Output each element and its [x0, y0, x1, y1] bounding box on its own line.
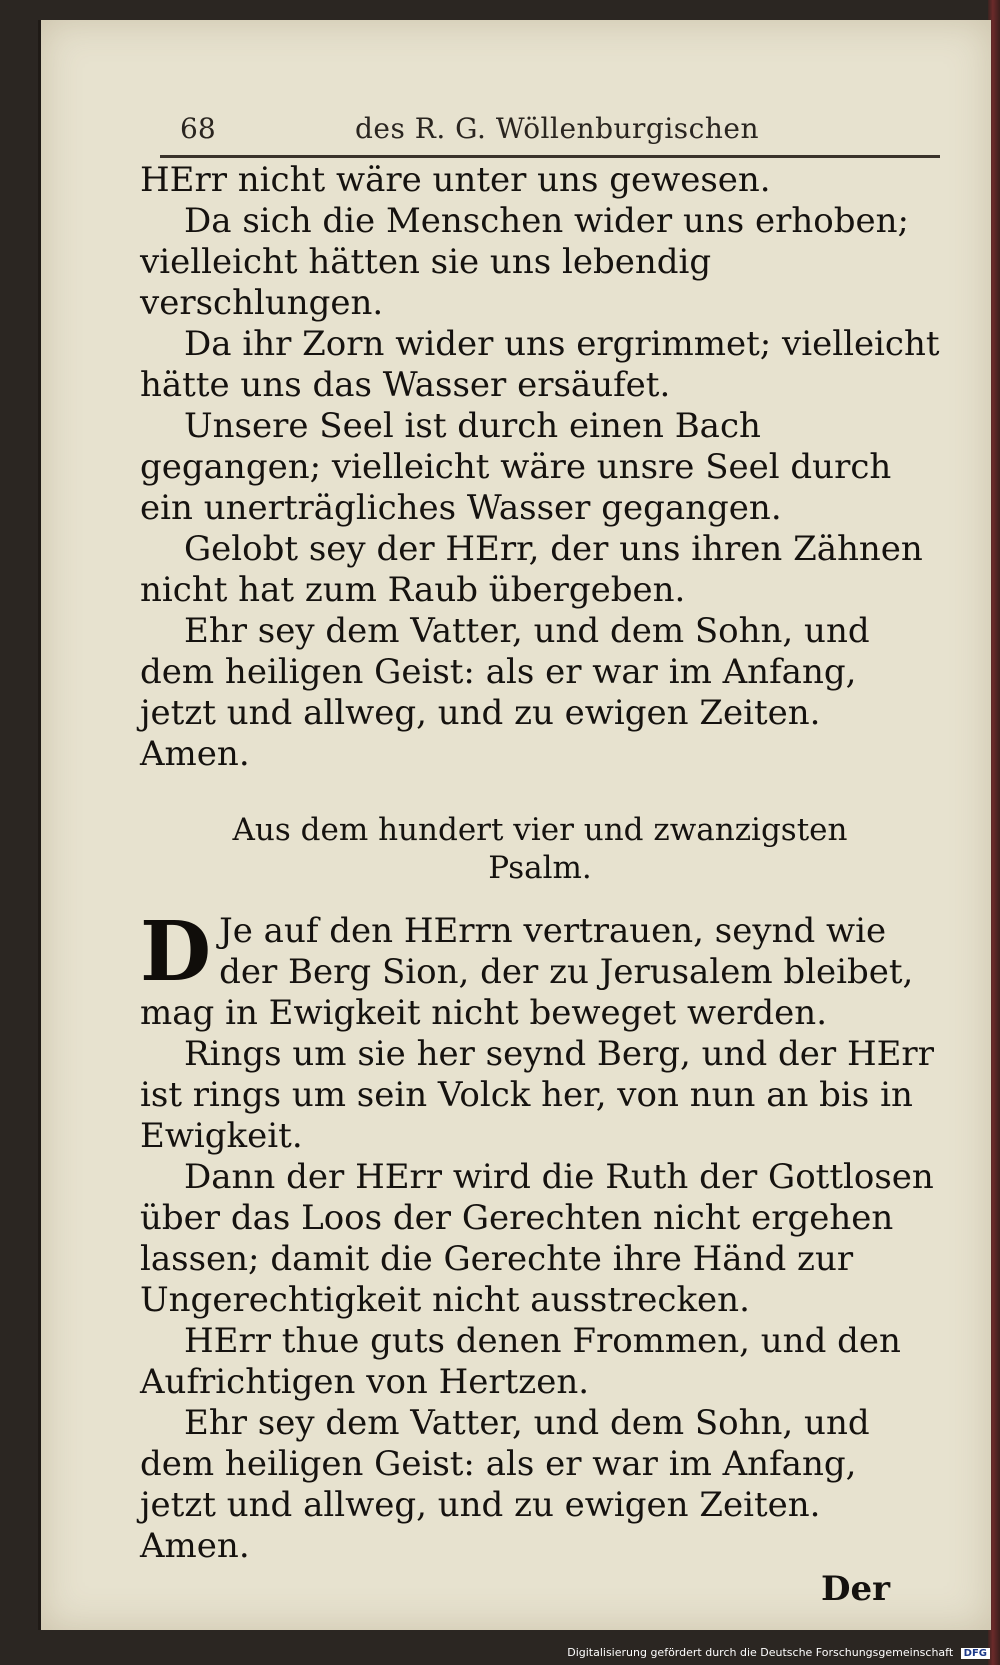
page-header: [140, 108, 940, 148]
paragraph: Da ihr Zorn wider uns ergrimmet; vielleicht hätte uns das Wasser ersäufet.: [140, 324, 940, 405]
header-rule: [160, 155, 940, 158]
paragraph: HErr thue guts denen Frommen, und den Aufrichtigen von Hertzen.: [140, 1321, 901, 1402]
running-head: des R. G. Wöllenburgischen: [355, 112, 759, 145]
dfg-logo: DFG: [961, 1648, 990, 1659]
paragraph: Ehr sey dem Vatter, und dem Sohn, und dem heiligen Geist: als er war im Anfang, jetzt und allweg, und zu ewigen Zeiten. Amen.: [140, 611, 870, 774]
paragraph: Rings um sie her seynd Berg, und der HErr ist rings um sein Volck her, von nun an bis in Ewigkeit.: [140, 1034, 934, 1156]
paragraph: Ehr sey dem Vatter, und dem Sohn, und dem heiligen Geist: als er war im Anfang, jetzt und allweg, und zu ewigen Zeiten. Amen.: [140, 1403, 870, 1566]
catchword: Der: [820, 1569, 890, 1609]
psalm-heading: [140, 811, 940, 887]
heading-line: Psalm.: [488, 850, 592, 886]
paragraph: [140, 904, 940, 1034]
drop-cap: D: [140, 904, 212, 1000]
credit-text: Digitalisierung gefördert durch die Deutsche Forschungsgemeinschaft: [567, 1646, 954, 1659]
paragraph: HErr nicht wäre unter uns gewesen.: [140, 160, 771, 200]
paragraph: Da sich die Menschen wider uns erhoben; vielleicht hätten sie uns lebendig verschlungen.: [140, 201, 909, 323]
paragraph: Dann der HErr wird die Ruth der Gottlosen über das Loos der Gerechten nicht ergehen lassen; damit die Gerechte ihre Händ zur Ungerechtigkeit nicht ausstrecken.: [140, 1157, 934, 1320]
digitization-credit: [560, 1646, 990, 1663]
page-number: 68: [180, 112, 216, 145]
heading-line: Aus dem hundert vier und zwanzigsten: [232, 812, 848, 848]
page-body: [140, 160, 940, 1610]
paragraph: Gelobt sey der HErr, der uns ihren Zähnen nicht hat zum Raub übergeben.: [140, 529, 923, 610]
paragraph: Unsere Seel ist durch einen Bach gegangen; vielleicht wäre unsre Seel durch ein unerträgliches Wasser gegangen.: [140, 406, 892, 528]
paragraph-text: Je auf den HErrn vertrauen, seynd wie der Berg Sion, der zu Jerusalem bleibet, mag in Ewigkeit nicht beweget werden.: [140, 911, 914, 1033]
